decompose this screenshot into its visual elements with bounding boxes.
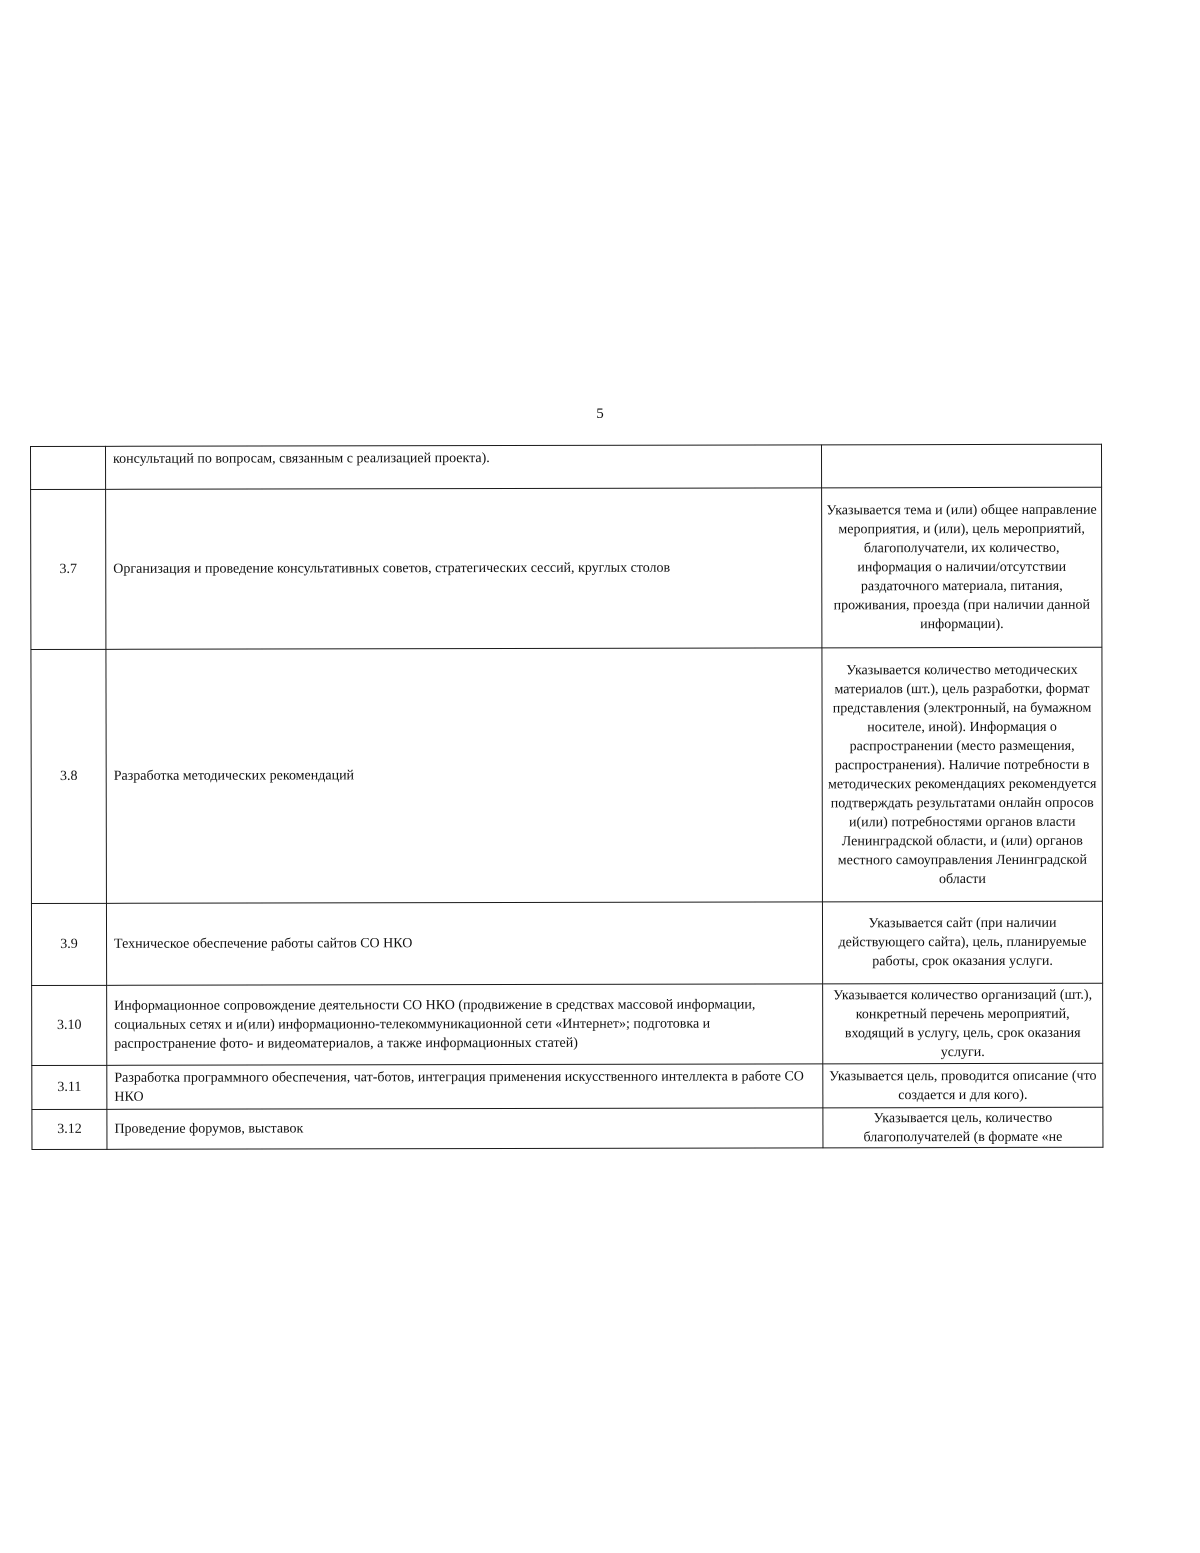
page-number: 5 <box>596 406 604 422</box>
row-name: Информационное сопровождение деятельности СО НКО (продвижение в средствах массовой информации, социальных сетях и и(или) информационно-телекоммуникационной сети «Интернет»; подготовка и распространение фото- и видеоматериалов, а также информационных статей) <box>107 984 823 1065</box>
row-number: 3.10 <box>32 985 107 1065</box>
row-number <box>31 446 106 489</box>
row-name: консультаций по вопросам, связанным с реализацией проекта). <box>106 445 822 489</box>
row-note <box>821 444 1101 488</box>
row-name: Разработка методических рекомендаций <box>106 648 823 903</box>
table-row <box>32 1063 1103 1109</box>
row-number: 3.11 <box>32 1065 107 1109</box>
row-number: 3.8 <box>31 649 107 903</box>
table-row <box>31 487 1102 649</box>
row-name: Проведение форумов, выставок <box>107 1108 823 1149</box>
row-number: 3.9 <box>31 903 106 985</box>
row-note: Указывается сайт (при наличии действующего сайта), цель, планируемые работы, срок оказания услуги. <box>822 901 1102 984</box>
row-note: Указывается количество организаций (шт.), конкретный перечень мероприятий, входящий в услугу, цель, срок оказания услуги. <box>823 983 1103 1064</box>
row-note: Указывается количество методических материалов (шт.), цель разработки, формат представления (электронный, на бумажном носителе, иной). Информация о распространении (место размещения, распространения). Наличие потребности в методических рекомендациях рекомендуется подтверждать результатами онлайн опросов и(или) потребностями органов власти Ленинградской области, и (или) органов местного самоуправления Ленинградской области <box>822 647 1103 902</box>
table-row <box>31 647 1103 903</box>
table-row <box>32 1107 1103 1149</box>
row-name: Техническое обеспечение работы сайтов СО НКО <box>106 902 822 985</box>
row-note: Указывается цель, проводится описание (что создается и для кого). <box>823 1063 1103 1108</box>
row-note: Указывается тема и (или) общее направление мероприятия, и (или), цель мероприятий, благополучатели, их количество, информация о наличии/отсутствии раздаточного материала, питания, проживания, проезда (при наличии данной информации). <box>822 487 1102 648</box>
row-number: 3.12 <box>32 1109 107 1149</box>
row-name: Организация и проведение консультативных советов, стратегических сессий, круглых столов <box>106 488 822 649</box>
row-note-text: Указывается цель, количество благополучателей (в формате «не <box>863 1110 1063 1145</box>
table-row <box>31 901 1102 985</box>
row-number: 3.7 <box>31 489 106 649</box>
row-note <box>823 1107 1103 1148</box>
row-name: Разработка программного обеспечения, чат-ботов, интеграция применения искусственного интеллекта в работе СО НКО <box>107 1064 823 1109</box>
table-row <box>31 444 1102 489</box>
table-row <box>32 983 1103 1065</box>
services-table <box>30 444 1103 1150</box>
